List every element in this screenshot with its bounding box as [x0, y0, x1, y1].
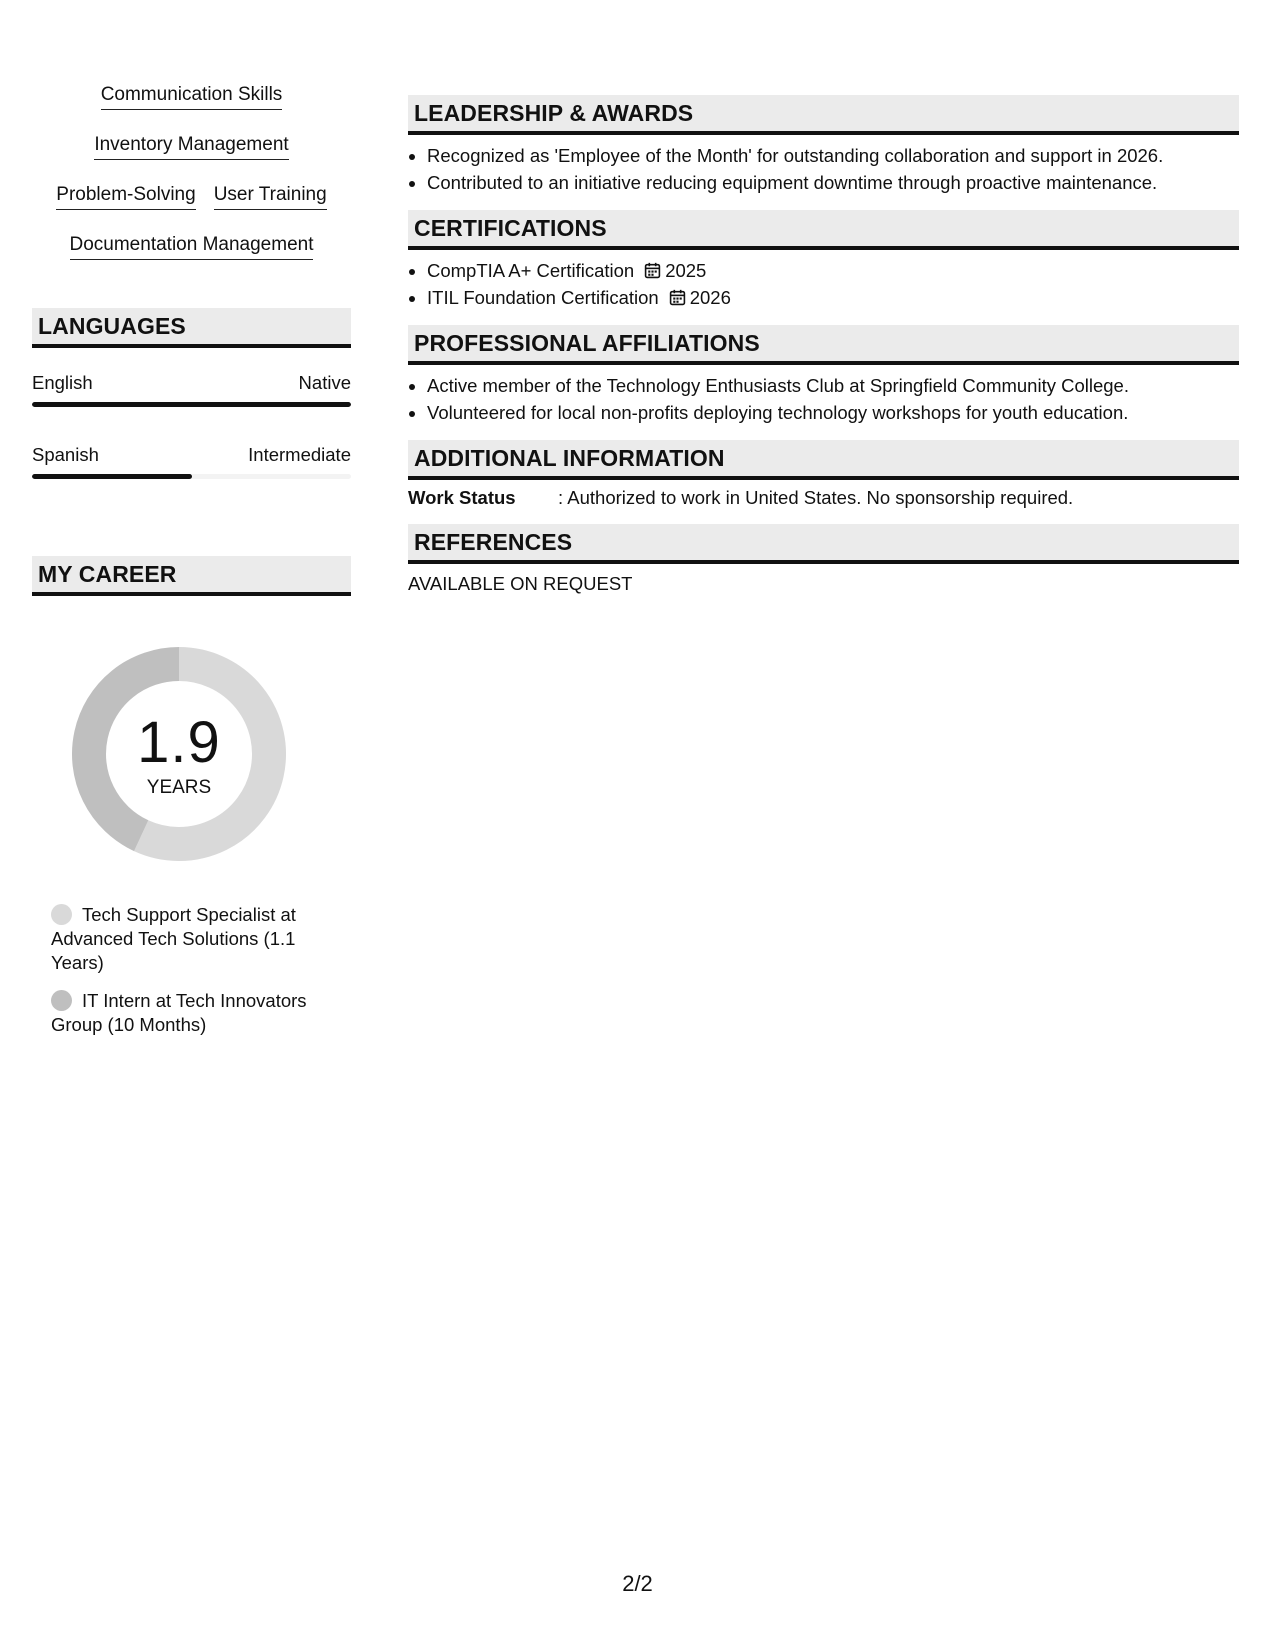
career-legend-item: [51, 903, 332, 975]
skill-tag: Inventory Management: [94, 134, 288, 160]
calendar-icon: [644, 262, 661, 279]
leadership-section-header: [408, 95, 1239, 135]
certifications-section-header: [408, 210, 1239, 250]
legend-dot: [51, 904, 72, 925]
list-item: [427, 257, 1239, 284]
section-title: PROFESSIONAL AFFILIATIONS: [414, 330, 760, 356]
section-title: REFERENCES: [414, 529, 573, 555]
skill-tag: User Training: [214, 184, 327, 210]
language-proficiency-fill: [32, 474, 192, 479]
certification-name: ITIL Foundation Certification: [427, 287, 659, 308]
page-number: 2/2: [622, 1571, 653, 1596]
skills-list: [32, 84, 351, 260]
affiliations-section-header: [408, 325, 1239, 365]
certifications-list: [408, 257, 1239, 311]
references-text: AVAILABLE ON REQUEST: [408, 573, 633, 594]
legend-dot: [51, 990, 72, 1011]
affiliations-list: [408, 372, 1239, 426]
skill-tag: Documentation Management: [70, 234, 314, 260]
list-item: • Volunteered for local non-profits deploying technology workshops for youth education.: [427, 399, 1239, 426]
left-column: [32, 84, 351, 1051]
language-proficiency-bar: [32, 474, 351, 479]
career-legend: [32, 903, 332, 1037]
language-row: [32, 444, 351, 466]
language-row: [32, 372, 351, 394]
list-item: • Contributed to an initiative reducing equipment downtime through proactive maintenance.: [427, 169, 1239, 196]
language-proficiency-bar: [32, 402, 351, 407]
section-title: MY CAREER: [38, 561, 177, 587]
career-job-label: Tech Support Specialist at Advanced Tech Solutions (1.1 Years): [51, 904, 296, 973]
certification-name: CompTIA A+ Certification: [427, 260, 635, 281]
section-title: LEADERSHIP & AWARDS: [414, 100, 694, 126]
donut-center: [66, 641, 292, 867]
additional-info-section-header: [408, 440, 1239, 480]
language-level: Native: [298, 372, 351, 393]
right-column: [408, 95, 1239, 596]
list-item: • Recognized as 'Employee of the Month' for outstanding collaboration and support in 2026.: [427, 142, 1239, 169]
languages-section-header: [32, 308, 351, 348]
total-years-unit: YEARS: [146, 777, 212, 798]
references-section-header: [408, 524, 1239, 564]
certification-year: 2025: [665, 260, 707, 281]
total-years-value: 1.9: [137, 710, 221, 775]
work-status-row: [408, 486, 1239, 510]
list-item: • Active member of the Technology Enthusiasts Club at Springfield Community College.: [427, 372, 1239, 399]
language-name: English: [32, 372, 93, 393]
skill-tag: Communication Skills: [101, 84, 283, 110]
list-item: [427, 284, 1239, 311]
section-title: ADDITIONAL INFORMATION: [414, 445, 725, 471]
section-title: CERTIFICATIONS: [414, 215, 607, 241]
language-proficiency-fill: [32, 402, 351, 407]
calendar-icon: [669, 289, 686, 306]
language-level: Intermediate: [248, 444, 351, 465]
work-status-value: : Authorized to work in United States. No sponsorship required.: [558, 487, 1074, 508]
leadership-list: [408, 142, 1239, 196]
career-legend-item: [51, 989, 332, 1037]
language-name: Spanish: [32, 444, 99, 465]
work-status-label: Work Status: [408, 487, 516, 508]
career-section-header: [32, 556, 351, 596]
skill-tag: Problem-Solving: [56, 184, 195, 210]
certification-year: 2026: [689, 287, 731, 308]
section-title: LANGUAGES: [38, 313, 186, 339]
career-donut-chart: [66, 641, 292, 867]
career-job-label: IT Intern at Tech Innovators Group (10 Months): [51, 990, 307, 1035]
